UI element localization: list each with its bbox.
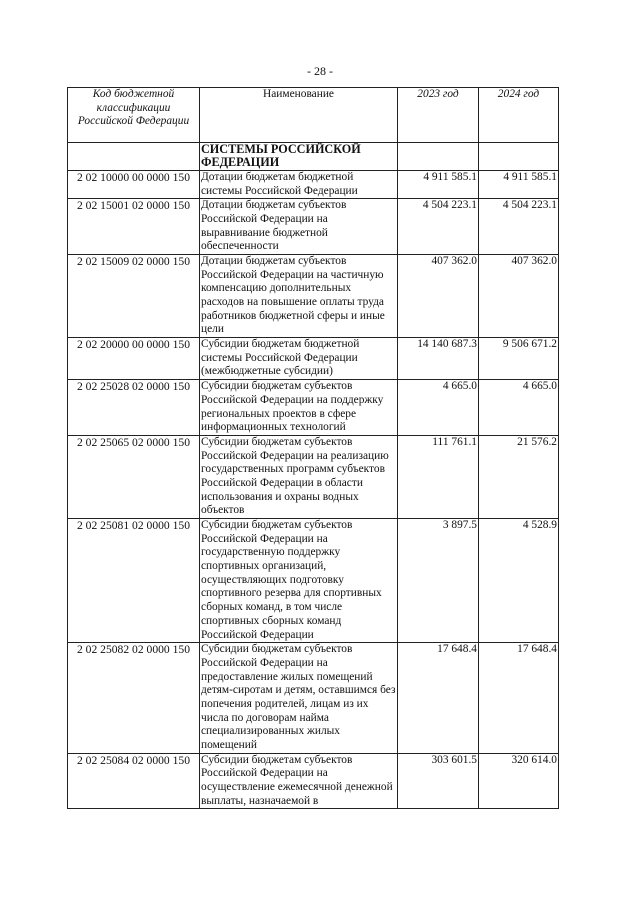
amount-2023-cell: 111 761.1 xyxy=(398,435,479,518)
table-row xyxy=(68,643,559,754)
item-name-cell: Субсидии бюджетам субъектов Российской Федерации на поддержку региональных проектов в сфере информационных технологий xyxy=(200,380,398,436)
section-continuation-row xyxy=(68,143,559,171)
amount-2024-cell: 320 614.0 xyxy=(479,753,559,809)
header-year-2023: 2023 год xyxy=(398,88,479,143)
amount-2024-cell: 9 506 671.2 xyxy=(479,338,559,380)
budget-code-cell: 2 02 20000 00 0000 150 xyxy=(68,338,200,380)
amount-2023-cell: 407 362.0 xyxy=(398,254,479,337)
header-name: Наименование xyxy=(200,88,398,143)
amount-2023-cell: 14 140 687.3 xyxy=(398,338,479,380)
budget-code-cell: 2 02 15001 02 0000 150 xyxy=(68,199,200,255)
table-row xyxy=(68,199,559,255)
budget-code-cell: 2 02 25028 02 0000 150 xyxy=(68,380,200,436)
budget-code-cell: 2 02 15009 02 0000 150 xyxy=(68,254,200,337)
empty-cell xyxy=(68,143,200,171)
budget-code-cell: 2 02 25081 02 0000 150 xyxy=(68,519,200,643)
amount-2024-cell: 407 362.0 xyxy=(479,254,559,337)
table-row xyxy=(68,519,559,643)
table-header-row xyxy=(68,88,559,143)
budget-code-cell: 2 02 25065 02 0000 150 xyxy=(68,435,200,518)
header-code: Код бюджетной классификации Российской Федерации xyxy=(68,88,200,143)
budget-revenue-table xyxy=(67,87,559,809)
item-name-cell: Субсидии бюджетам субъектов Российской Федерации на осуществление ежемесячной денежной выплаты, назначаемой в xyxy=(200,753,398,809)
item-name-cell: Субсидии бюджетам бюджетной системы Российской Федерации (межбюджетные субсидии) xyxy=(200,338,398,380)
empty-cell xyxy=(398,143,479,171)
item-name-cell: Субсидии бюджетам субъектов Российской Федерации на государственную поддержку спортивных организаций, осуществляющих подготовку спортивного резерва для спортивных сборных команд, в том числе спортивных сборных команд Российской Федерации xyxy=(200,519,398,643)
amount-2023-cell: 4 665.0 xyxy=(398,380,479,436)
table-row xyxy=(68,435,559,518)
amount-2024-cell: 17 648.4 xyxy=(479,643,559,754)
amount-2024-cell: 4 911 585.1 xyxy=(479,170,559,198)
header-year-2024: 2024 год xyxy=(479,88,559,143)
item-name-cell: Субсидии бюджетам субъектов Российской Федерации на предоставление жилых помещений детям-сиротам и детям, оставшимся без попечения родителей, лицам из их числа по договорам найма специализированных жилых помещений xyxy=(200,643,398,754)
table-row xyxy=(68,380,559,436)
table-row xyxy=(68,338,559,380)
page-number: - 28 - xyxy=(307,64,333,78)
amount-2023-cell: 17 648.4 xyxy=(398,643,479,754)
amount-2024-cell: 4 665.0 xyxy=(479,380,559,436)
item-name-cell: Дотации бюджетам субъектов Российской Федерации на выравнивание бюджетной обеспеченности xyxy=(200,199,398,255)
table-row xyxy=(68,254,559,337)
amount-2023-cell: 3 897.5 xyxy=(398,519,479,643)
budget-code-cell: 2 02 25082 02 0000 150 xyxy=(68,643,200,754)
section-heading: СИСТЕМЫ РОССИЙСКОЙ ФЕДЕРАЦИИ xyxy=(200,143,398,171)
table-row xyxy=(68,753,559,809)
amount-2023-cell: 4 911 585.1 xyxy=(398,170,479,198)
empty-cell xyxy=(479,143,559,171)
amount-2023-cell: 4 504 223.1 xyxy=(398,199,479,255)
item-name-cell: Дотации бюджетам субъектов Российской Федерации на частичную компенсацию дополнительных расходов на повышение оплаты труда работников бюджетной сферы и иные цели xyxy=(200,254,398,337)
amount-2024-cell: 4 528.9 xyxy=(479,519,559,643)
item-name-cell: Субсидии бюджетам субъектов Российской Федерации на реализацию государственных программ субъектов Российской Федерации в области использования и охраны водных объектов xyxy=(200,435,398,518)
budget-code-cell: 2 02 10000 00 0000 150 xyxy=(68,170,200,198)
amount-2024-cell: 21 576.2 xyxy=(479,435,559,518)
budget-code-cell: 2 02 25084 02 0000 150 xyxy=(68,753,200,809)
item-name-cell: Дотации бюджетам бюджетной системы Российской Федерации xyxy=(200,170,398,198)
amount-2024-cell: 4 504 223.1 xyxy=(479,199,559,255)
table-row xyxy=(68,170,559,198)
amount-2023-cell: 303 601.5 xyxy=(398,753,479,809)
